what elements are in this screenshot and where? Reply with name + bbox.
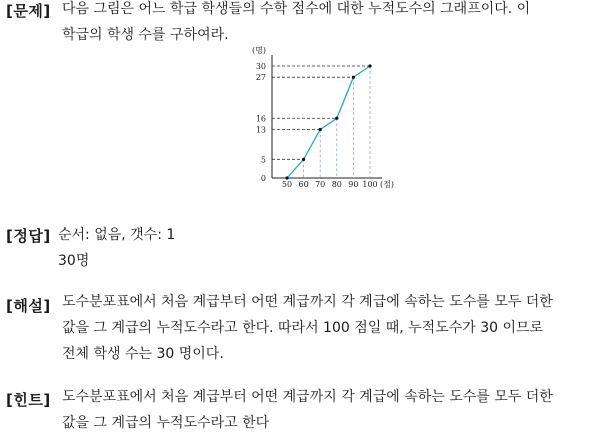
hint-text [62, 384, 588, 436]
x-tick-label: 50 [281, 180, 293, 189]
data-point [319, 128, 322, 131]
data-point [302, 158, 305, 161]
answer-text [58, 222, 588, 274]
explanation-line: 도수분포표에서 처음 계급부터 어떤 계급까지 각 계급에 속하는 도수를 모두 더한 [62, 294, 553, 310]
problem-line: 학급의 학생 수를 구하여라. [62, 27, 229, 43]
y-tick-label: 30 [255, 62, 266, 71]
hint-line: 값을 그 계급의 누적도수라고 한다 [62, 415, 270, 431]
problem-tag: [문제] [6, 2, 51, 20]
x-axis-unit-label: (점) [380, 180, 394, 189]
x-tick-label: 60 [298, 180, 309, 189]
y-tick-label: 13 [255, 125, 266, 135]
y-axis-unit-label: (명) [252, 46, 266, 55]
answer-line: 30명 [58, 253, 90, 269]
explanation-text [62, 289, 588, 367]
x-tick-label: 70 [315, 180, 326, 189]
data-point [352, 76, 355, 79]
series-line [287, 66, 370, 178]
hint-line: 도수분포표에서 처음 계급부터 어떤 계급까지 각 계급에 속하는 도수를 모두 더한 [62, 389, 553, 405]
x-tick-label: 100 [362, 180, 378, 189]
answer-tag: [정답] [6, 227, 51, 245]
y-tick-label: 5 [260, 155, 266, 165]
data-point [335, 117, 338, 120]
x-tick-label: 80 [331, 180, 342, 189]
explanation-line: 값을 그 계급의 누적도수라고 한다. 따라서 100 점일 때, 누적도수가 30 이므로 [62, 320, 544, 336]
y-tick-label: 27 [255, 73, 266, 83]
y-tick-label: 0 [260, 174, 266, 183]
x-tick-label: 90 [348, 180, 359, 189]
explanation-tag: [해설] [6, 297, 51, 315]
data-point [368, 64, 371, 67]
explanation-line: 전체 학생 수는 30 명이다. [62, 346, 224, 362]
hint-tag: [힌트] [6, 391, 51, 409]
problem-line: 다음 그림은 어느 학급 학생들의 수학 점수에 대한 누적도수의 그래프이다. 이 [62, 1, 531, 17]
answer-line: 순서: 없음, 갯수: 1 [58, 227, 176, 243]
y-tick-label: 16 [255, 114, 266, 124]
